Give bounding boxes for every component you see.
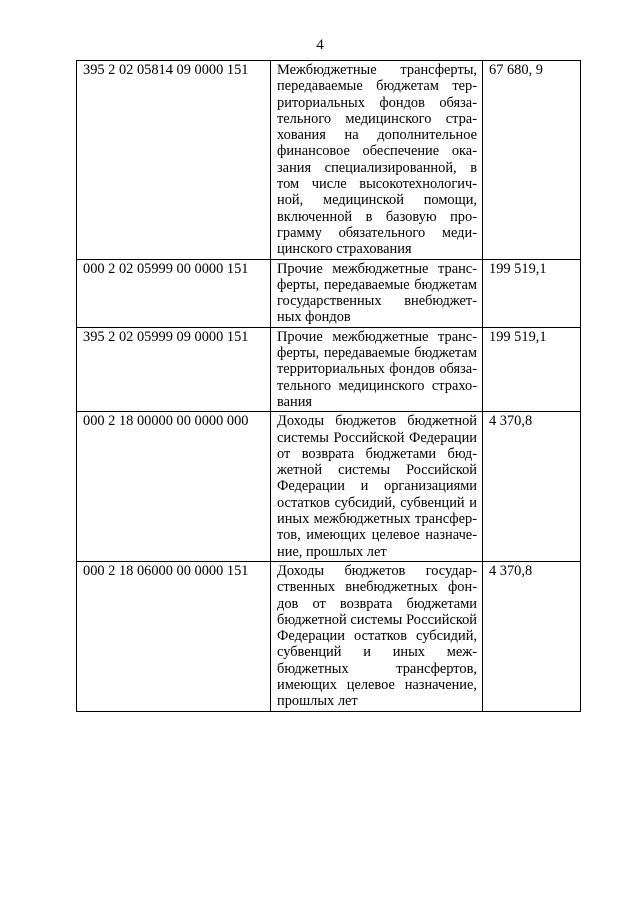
page-number: 4 xyxy=(316,37,324,53)
budget-classification-code: 395 2 02 05999 09 0000 151 xyxy=(77,327,271,411)
amount: 199 519,1 xyxy=(483,327,581,411)
revenue-name: Доходы бюджетов бюджетной системы Российской Федерации от возврата бюджетами бюджетной системы Российской Федерации и организациями остатков субсидий, субвенций и иных межбюджетных трансфертов, имеющих целевое назначение, прошлых лет xyxy=(271,412,483,562)
amount: 199 519,1 xyxy=(483,259,581,327)
table-row xyxy=(77,61,581,260)
table-row xyxy=(77,412,581,562)
revenue-name: Межбюджетные трансферты, передаваемые бюджетам территориальных фондов обязательного медицинского страхования на дополнительное финансовое обеспечение оказания специализированной, в том числе высокотехнологичной, медицинской помощи, включенной в базовую программу обязательного медицинского страхования xyxy=(271,61,483,260)
table-row xyxy=(77,561,581,711)
revenue-name: Доходы бюджетов государственных внебюджетных фондов от возврата бюджетами бюджетной системы Российской Федерации остатков субсидий, субвенций и иных межбюджетных трансфертов, имеющих целевое назначение, прошлых лет xyxy=(271,561,483,711)
amount: 67 680, 9 xyxy=(483,61,581,260)
table-row xyxy=(77,327,581,411)
amount: 4 370,8 xyxy=(483,561,581,711)
budget-classification-code: 000 2 18 00000 00 0000 000 xyxy=(77,412,271,562)
revenue-name: Прочие межбюджетные трансферты, передаваемые бюджетам государственных внебюджетных фондов xyxy=(271,259,483,327)
budget-classification-code: 000 2 02 05999 00 0000 151 xyxy=(77,259,271,327)
budget-classification-code: 395 2 02 05814 09 0000 151 xyxy=(77,61,271,260)
amount: 4 370,8 xyxy=(483,412,581,562)
table-row xyxy=(77,259,581,327)
budget-classification-code: 000 2 18 06000 00 0000 151 xyxy=(77,561,271,711)
budget-revenue-table xyxy=(76,60,581,712)
revenue-name: Прочие межбюджетные трансферты, передаваемые бюджетам территориальных фондов обязательного медицинского страхования xyxy=(271,327,483,411)
